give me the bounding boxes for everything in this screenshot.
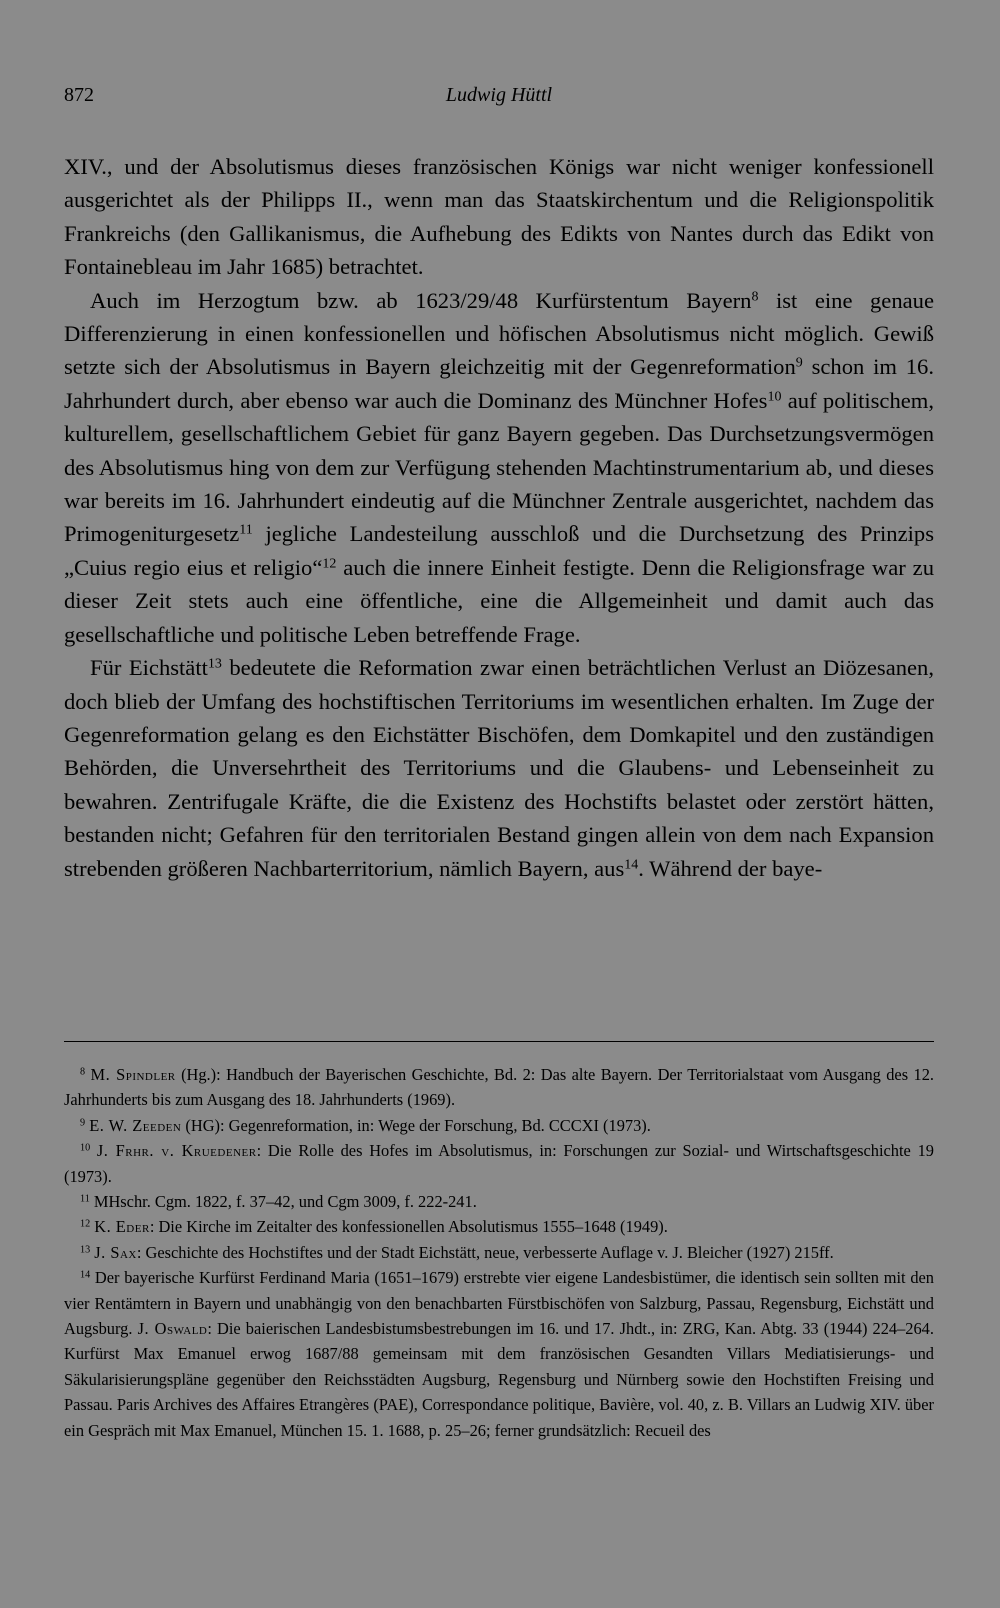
footnote-11 [64,1189,934,1214]
footnote-ref: 13 [207,656,222,672]
footnote-ref: 12 [322,556,337,572]
footnote-ref: 9 [795,355,803,371]
text-run: schon im 16. Jahrhundert durch, aber ebenso war auch die Dominanz des Münchner Hofes [64,354,934,413]
footnote-14 [64,1265,934,1443]
page-number: 872 [64,84,94,106]
body-text [64,150,934,885]
footnote-ref: 14 [624,856,639,872]
footnote-text: : Die Kirche im Zeitalter des konfessionellen Absolutismus 1555–1648 (1949). [149,1217,668,1237]
paragraph-1: XIV., und der Absolutismus dieses französischen Königs war nicht weniger konfessionell ausgerichtet als der Philipps II., wenn man das Staatskirchentum und die Religionspolitik Frankreichs (den Gallikanismus, die Aufhebung des Edikts von Nantes durch das Edikt von Fontainebleau im Jahr 1685) betrachtet. [64,154,934,280]
footnote-ref: 8 [751,288,759,304]
text-run: auch die innere Einheit festigte. Denn die Religionsfrage war zu dieser Zeit stets auch eine öffentliche, eine die Allgemeinheit und damit auch das gesellschaftliche und politische Leben betreffende Frage. [64,554,934,647]
text-run: jegliche Landesteilung ausschloß und die Durchsetzung des Prinzips „Cuius regio eius et religio“ [64,521,934,580]
text-run: Auch im Herzogtum bzw. ab 1623/29/48 Kurfürstentum Bayern [90,287,752,313]
footnote-number: 9 [80,1117,86,1129]
running-head: Ludwig Hüttl [445,84,553,106]
footnote-text: MHschr. Cgm. 1822, f. 37–42, und Cgm 3009, f. 222-241. [93,1192,477,1212]
footnote-text: : Die baierischen Landesbistumsbestrebungen im 16. und 17. Jhdt., in: ZRG, Kan. Abtg. 33 (1944) 224–264. Kurfürst Max Emanuel erwog 1687/88 gemeinsam mit dem französischen Gesandten Villars Mediatisierungs- und Säkularisierungspläne gegenüber den Reichsstädten Augsburg, Regensburg und Nürnberg sowie den Hochstiften Freising und Passau. Paris Archives des Affaires Etrangères (PAE), Correspondance politique, Bavière, vol. 40, z. B. Villars an Ludwig XIV. über ein Gespräch mit Max Emanuel, München 15. 1. 1688, p. 25–26; ferner grundsätzlich: Recueil des [64,1319,934,1440]
footnote-ref: 10 [767,389,782,405]
footnote-text: : Geschichte des Hochstiftes und der Stadt Eichstätt, neue, verbesserte Auflage v. J. Bleicher (1927) 215ff. [136,1242,834,1262]
footnote-8 [64,1062,934,1113]
footnote-author: E. W. Zeeden [89,1115,182,1135]
footnote-author: M. Spindler [90,1065,176,1084]
text-run: ist eine genaue Differenzierung in einen konfessionellen und höfischen Absolutismus nicht möglich. Gewiß setzte sich der Absolutismus in Bayern gleichzeitig mit der Gegenreformation [64,287,934,380]
footnote-12 [64,1214,934,1239]
paragraph-3 [64,651,934,885]
footnote-10 [64,1138,934,1189]
footnote-number: 14 [80,1269,91,1281]
text-run: auf politischem, kulturellem, gesellschaftlichem Gebiet für ganz Bayern gegeben. Das Durchsetzungsvermögen des Absolutismus hing von dem zur Verfügung stehenden Machtinstrumentarium ab, und dieses war bereits im 16. Jahrhundert eindeutig auf die Münchner Zentrale ausgerichtet, nachdem das Primogeniturgesetz [64,387,934,547]
footnote-number: 10 [80,1142,91,1154]
footnote-number: 13 [80,1244,91,1256]
footnote-ref: 11 [239,522,253,538]
footnote-number: 12 [80,1218,91,1230]
page-header [64,84,934,116]
footnote-author: J. Frhr. v. Kruedener [96,1141,257,1161]
footnote-13 [64,1240,934,1265]
text-run: Für Eichstätt [90,655,208,681]
footnote-number: 11 [80,1193,90,1205]
text-run: . Während der baye- [638,855,823,881]
paragraph-2 [64,284,934,651]
footnote-number: 8 [80,1066,86,1078]
footnote-text: (Hg.): Handbuch der Bayerischen Geschichte, Bd. 2: Das alte Bayern. Der Territorialstaat vom Ausgang des 12. Jahrhunderts bis zum Ausgang des 18. Jahrhunderts (1969). [64,1065,934,1110]
footnote-author: K. Eder [94,1217,150,1237]
footnote-text: (HG): Gegenreformation, in: Wege der Forschung, Bd. CCCXI (1973). [181,1115,651,1135]
footnote-text: : Die Rolle des Hofes im Absolutismus, in: Forschungen zur Sozial- und Wirtschaftsgeschichte 19 (1973). [64,1141,934,1186]
footnote-author: J. Oswald [137,1319,208,1339]
footnote-text: Der bayerische Kurfürst Ferdinand Maria (1651–1679) erstrebte vier eigene Landesbistümer, die identisch sein sollten mit den vier Rentämtern in Bayern und unabhängig von den benachbarten Fürstbischöfen von Salzburg, Passau, Regensburg, Eichstätt und Augsburg. [64,1268,934,1339]
text-run: bedeutete die Reformation zwar einen beträchtlichen Verlust an Diözesanen, doch blieb der Umfang des hochstiftischen Territoriums im wesentlichen erhalten. Im Zuge der Gegenreformation gelang es den Eichstätter Bischöfen, dem Domkapitel und den zuständigen Behörden, die Unversehrtheit des Territoriums und die Glaubens- und Lebenseinheit zu bewahren. Zentrifugale Kräfte, die die Existenz des Hochstifts belastet oder zerstört hätten, bestanden nicht; Gefahren für den territorialen Bestand gingen allein von dem nach Expansion strebenden größeren Nachbarterritorium, nämlich Bayern, aus [64,655,934,881]
footnote-divider [64,1041,934,1042]
footnotes [64,1062,934,1443]
footnote-9 [64,1113,934,1138]
footnote-author: J. Sax [94,1242,137,1262]
